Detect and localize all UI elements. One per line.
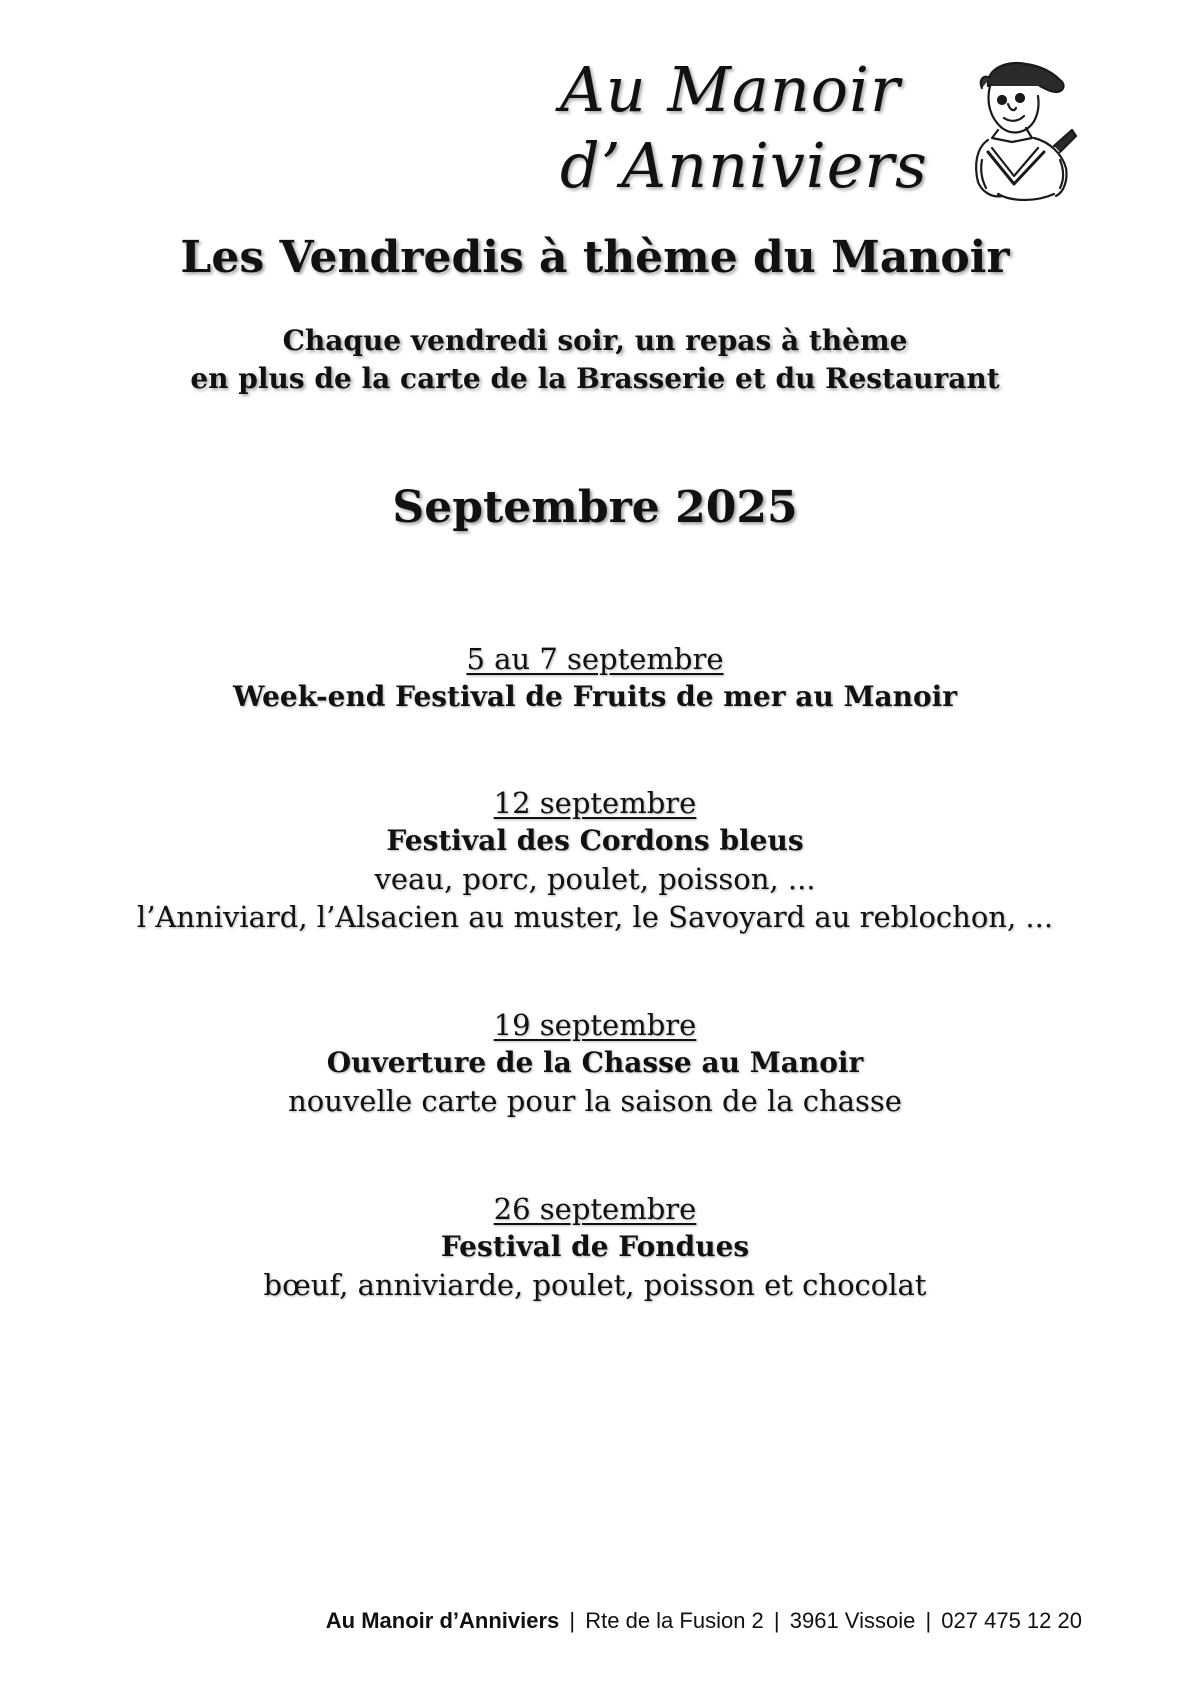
event-name: Festival de Fondues — [440, 1230, 750, 1263]
event-block — [0, 640, 1190, 716]
event-description: veau, porc, poulet, poisson, ... — [374, 862, 816, 896]
event-date: 5 au 7 septembre — [466, 642, 724, 676]
restaurant-logo — [560, 52, 940, 204]
event-date: 26 septembre — [493, 1192, 697, 1226]
event-name: Week-end Festival de Fruits de mer au Manoir — [232, 680, 958, 713]
event-block — [0, 784, 1190, 936]
page-title: Les Vendredis à thème du Manoir — [180, 232, 1010, 283]
intro-text — [0, 322, 1190, 398]
footer-separator: | — [773, 1608, 780, 1633]
event-block — [0, 1190, 1190, 1304]
event-name: Ouverture de la Chasse au Manoir — [326, 1046, 864, 1079]
event-description: l’Anniviard, l’Alsacien au muster, le Savoyard au reblochon, ... — [136, 900, 1054, 934]
footer-address: Rte de la Fusion 2 — [585, 1608, 764, 1633]
month-heading: Septembre 2025 — [392, 482, 798, 533]
waiter-illustration-icon — [968, 56, 1078, 206]
event-description: bœuf, anniviarde, poulet, poisson et chocolat — [263, 1268, 927, 1302]
logo-line-2: d’Anniviers — [560, 129, 928, 202]
event-block — [0, 1006, 1190, 1120]
event-date: 12 septembre — [493, 786, 697, 820]
footer-separator: | — [569, 1608, 576, 1633]
footer-contact — [326, 1608, 1082, 1634]
intro-line-2: en plus de la carte de la Brasserie et du Restaurant — [190, 362, 1000, 395]
footer-city: 3961 Vissoie — [789, 1608, 916, 1633]
logo-line-1: Au Manoir — [560, 53, 901, 126]
footer-phone: 027 475 12 20 — [941, 1608, 1082, 1633]
event-date: 19 septembre — [493, 1008, 697, 1042]
footer-brand: Au Manoir d’Anniviers — [325, 1608, 560, 1633]
event-name: Festival des Cordons bleus — [386, 824, 804, 857]
event-description: nouvelle carte pour la saison de la chasse — [288, 1084, 902, 1118]
footer-separator: | — [925, 1608, 932, 1633]
intro-line-1: Chaque vendredi soir, un repas à thème — [282, 324, 908, 357]
